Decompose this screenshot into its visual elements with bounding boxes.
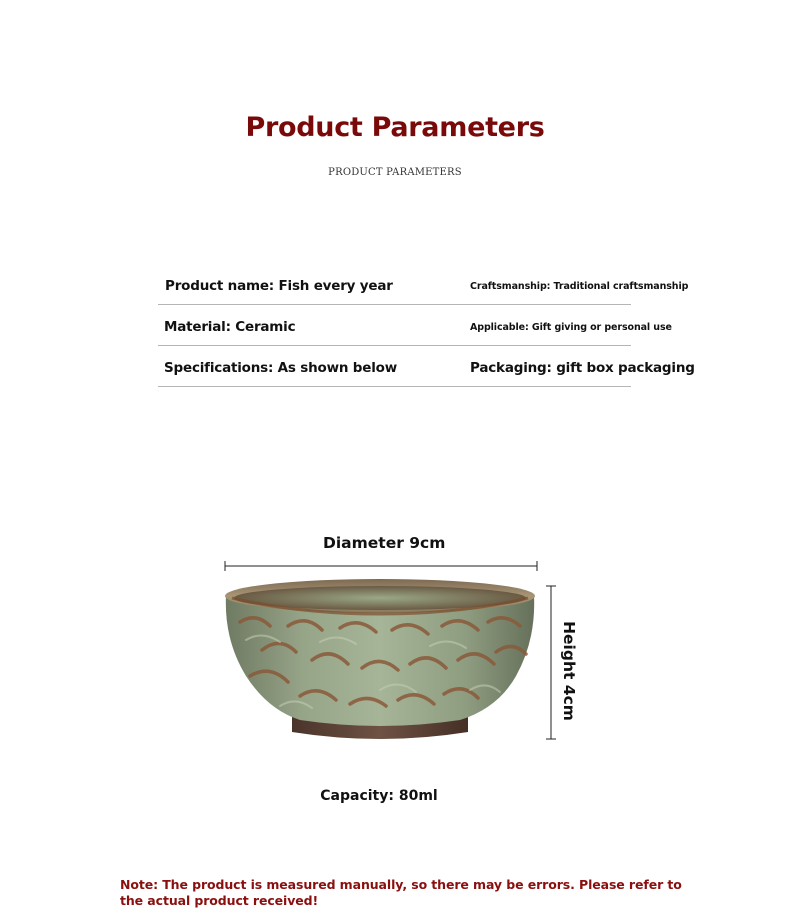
param-applicable: Applicable: Gift giving or personal use — [470, 322, 672, 333]
page-title: Product Parameters — [245, 112, 545, 143]
measurement-note: Note: The product is measured manually, so there may be errors. Please refer to the actual product received! — [120, 877, 682, 908]
height-dimension-line — [546, 586, 556, 739]
height-label: Height 4cm — [560, 621, 578, 721]
diameter-label: Diameter 9cm — [323, 534, 446, 552]
page-subtitle: PRODUCT PARAMETERS — [328, 167, 462, 178]
param-packaging: Packaging: gift box packaging — [470, 360, 695, 376]
param-craftsmanship: Craftsmanship: Traditional craftsmanship — [470, 281, 689, 292]
param-specifications: Specifications: As shown below — [164, 360, 397, 376]
capacity-label: Capacity: 80ml — [320, 788, 438, 804]
diameter-dimension-line — [225, 561, 537, 571]
param-material: Material: Ceramic — [164, 319, 296, 335]
ceramic-bowl — [225, 579, 535, 739]
param-product-name: Product name: Fish every year — [165, 278, 393, 294]
